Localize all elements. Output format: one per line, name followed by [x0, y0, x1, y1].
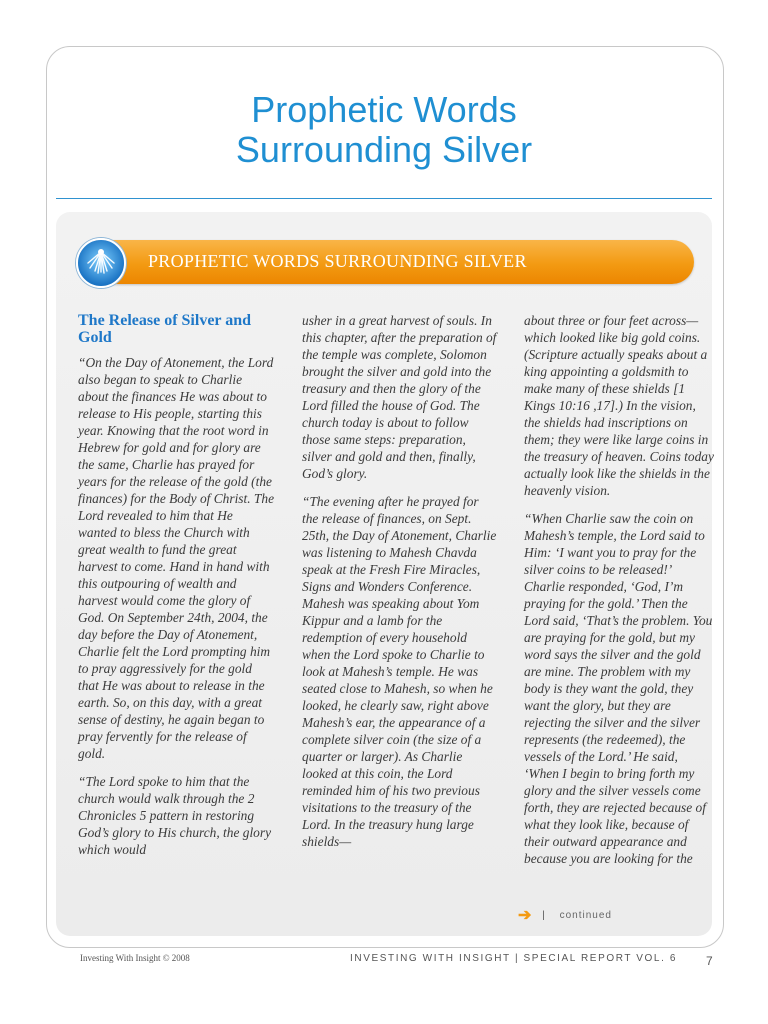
page-title: [46, 90, 722, 170]
section-heading: The Release of Silver and Gold: [78, 312, 252, 346]
paragraph: “The evening after he prayed for the release of finances, on Sept. 25th, the Day of Atonement, Charlie was listening to Mahesh Chavda speak at the Fresh Fire Miracles, Signs and Wonders Conference. Mahesh was speaking about Yom Kippur and a lamb for the redemption of every household when the Lord spoke to Charlie to look at Mahesh’s temple. He was seated close to Mahesh, so when he looked, he clearly saw, right above Mahesh’s ear, the appearance of a complete silver coin (the size of a quarter or larger). As Charlie looked at this coin, the Lord reminded him of his two previous visitations to the treasury of the Lord. In the treasury hung large shields—: [302, 494, 497, 849]
arrow-right-icon: ➔: [518, 907, 533, 924]
footer-report-title: INVESTING WITH INSIGHT | SPECIAL REPORT VOL. 6: [350, 953, 677, 964]
page-number: 7: [706, 954, 713, 968]
page-title-line-1: Prophetic Words: [251, 89, 517, 130]
paragraph: “On the Day of Atonement, the Lord also began to speak to Charlie about the finances He was about to release to His people, starting this year. Knowing that the root word in Hebrew for gold and for glory are the same, Charlie has prayed for years for the release of the gold (the finances) for the Body of Christ. The Lord revealed to him that He wanted to bless the Church with great wealth to fund the great harvest to come. Hand in hand with this outpouring of wealth and harvest would come the glory of God. On September 24th, 2004, the day before the Day of Atonement, Charlie felt the Lord prompting him to pray aggressively for the gold that He was about to release in the earth. So, on this day, with a great sense of destiny, he again began to pray fervently for the release of gold.: [78, 355, 275, 761]
text-column-3: [524, 312, 714, 878]
page-title-line-2: Surrounding Silver: [235, 129, 533, 170]
text-column-1: [78, 312, 274, 869]
footer-copyright: Investing With Insight © 2008: [80, 953, 190, 963]
continued-indicator: [518, 905, 612, 925]
paragraph: “The Lord spoke to him that the church would walk through the 2 Chronicles 5 pattern in restoring God’s glory to His church, the glory which would: [78, 774, 272, 857]
section-banner: [80, 240, 694, 284]
title-divider: [56, 198, 712, 199]
continued-separator: |: [542, 910, 546, 921]
text-column-2: [302, 312, 498, 861]
sunburst-logo-icon: [76, 238, 126, 288]
paragraph: “When Charlie saw the coin on Mahesh’s temple, the Lord said to Him: ‘I want you to pray for the silver coins to be released!’ Charlie responded, ‘God, I’m praying for the gold.’ Then the Lord said, ‘That’s the problem. You are praying for the gold, but my word says the silver and the gold are mine. The problem with my body is they want the gold, they want the glory, but they are rejecting the silver and the silver represents (the redeemed), the vessels of the Lord.’ He said, ‘When I begin to bring forth my glory and the silver vessels come forth, they are rejected because of what they look like, because of their outward appearance and because you are looking for the: [524, 511, 713, 866]
paragraph: usher in a great harvest of souls. In this chapter, after the preparation of the temple was complete, Solomon brought the silver and gold into the treasury and then the glory of the Lord filled the house of God. The church today is about to follow those same steps: preparation, silver and gold and then, finally, God’s glory.: [302, 313, 497, 481]
paragraph: about three or four feet across—which looked like big gold coins. (Scripture actually speaks about a king appointing a goldsmith to make many of these shields [1 Kings 10:16 ,17].) In the vision, the shields had inscriptions on them; they were like large coins in the treasury of heaven. Coins today actually look like the shields in the heavenly vision.: [524, 313, 714, 498]
continued-label: continued: [559, 910, 612, 921]
banner-label: PROPHETIC WORDS SURROUNDING SILVER: [148, 251, 527, 271]
